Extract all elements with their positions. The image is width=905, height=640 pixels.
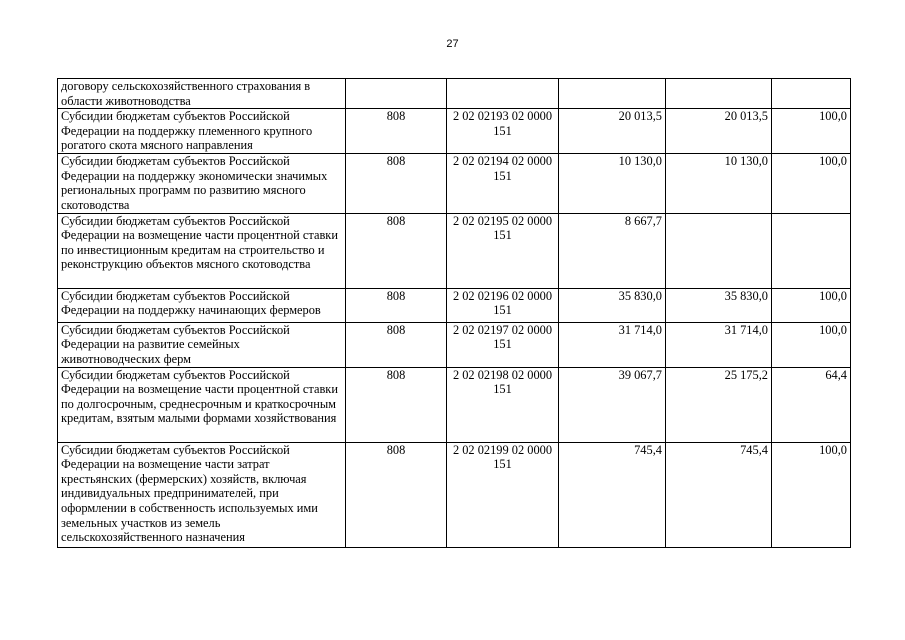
cell-code: 2 02 02195 02 0000 151 [447, 213, 559, 288]
cell-admin: 808 [346, 213, 447, 288]
table-row [58, 109, 851, 154]
page-number: 27 [446, 38, 459, 50]
cell-fact: 25 175,2 [666, 367, 772, 442]
cell-code: 2 02 02193 02 0000 151 [447, 109, 559, 154]
cell-plan [559, 79, 666, 109]
cell-code: 2 02 02196 02 0000 151 [447, 288, 559, 322]
cell-admin: 808 [346, 288, 447, 322]
cell-fact: 10 130,0 [666, 154, 772, 213]
cell-pct [772, 213, 851, 288]
cell-plan: 35 830,0 [559, 288, 666, 322]
cell-code [447, 79, 559, 109]
cell-fact: 31 714,0 [666, 322, 772, 367]
cell-name: Субсидии бюджетам субъектов Российской Федерации на поддержку экономически значимых региональных программ по развитию мясного скотоводства [58, 154, 346, 213]
table-row [58, 288, 851, 322]
cell-plan: 39 067,7 [559, 367, 666, 442]
cell-fact: 35 830,0 [666, 288, 772, 322]
cell-plan: 745,4 [559, 442, 666, 547]
budget-table [57, 78, 851, 548]
cell-pct: 100,0 [772, 322, 851, 367]
table-row [58, 213, 851, 288]
cell-admin: 808 [346, 367, 447, 442]
cell-fact: 20 013,5 [666, 109, 772, 154]
cell-name: Субсидии бюджетам субъектов Российской Федерации на поддержку племенного крупного рогатого скота мясного направления [58, 109, 346, 154]
table-row [58, 367, 851, 442]
cell-admin: 808 [346, 109, 447, 154]
cell-fact [666, 79, 772, 109]
cell-name: договору сельскохозяйственного страхования в области животноводства [58, 79, 346, 109]
table-row [58, 154, 851, 213]
cell-admin: 808 [346, 154, 447, 213]
cell-fact [666, 213, 772, 288]
cell-name: Субсидии бюджетам субъектов Российской Федерации на возмещение части процентной ставки по инвестиционным кредитам на строительство и реконструкцию объектов мясного скотоводства [58, 213, 346, 288]
cell-name: Субсидии бюджетам субъектов Российской Федерации на возмещение части процентной ставки по долгосрочным, среднесрочным и краткосрочным кредитам, взятым малыми формами хозяйствования [58, 367, 346, 442]
table-row [58, 322, 851, 367]
cell-pct [772, 79, 851, 109]
cell-pct: 100,0 [772, 154, 851, 213]
cell-name: Субсидии бюджетам субъектов Российской Федерации на поддержку начинающих фермеров [58, 288, 346, 322]
table-row [58, 442, 851, 547]
cell-admin: 808 [346, 442, 447, 547]
cell-code: 2 02 02197 02 0000 151 [447, 322, 559, 367]
table-row [58, 79, 851, 109]
cell-pct: 100,0 [772, 109, 851, 154]
cell-pct: 64,4 [772, 367, 851, 442]
cell-code: 2 02 02199 02 0000 151 [447, 442, 559, 547]
cell-code: 2 02 02194 02 0000 151 [447, 154, 559, 213]
cell-name: Субсидии бюджетам субъектов Российской Федерации на развитие семейных животноводческих ферм [58, 322, 346, 367]
cell-pct: 100,0 [772, 442, 851, 547]
cell-admin: 808 [346, 322, 447, 367]
cell-code: 2 02 02198 02 0000 151 [447, 367, 559, 442]
cell-plan: 10 130,0 [559, 154, 666, 213]
cell-name: Субсидии бюджетам субъектов Российской Федерации на возмещение части затрат крестьянских (фермерских) хозяйств, включая индивидуальных предпринимателей, при оформлении в собственность используемых ими земельных участков из земель сельскохозяйственного назначения [58, 442, 346, 547]
cell-pct: 100,0 [772, 288, 851, 322]
cell-plan: 31 714,0 [559, 322, 666, 367]
cell-plan: 8 667,7 [559, 213, 666, 288]
cell-fact: 745,4 [666, 442, 772, 547]
cell-admin [346, 79, 447, 109]
cell-plan: 20 013,5 [559, 109, 666, 154]
